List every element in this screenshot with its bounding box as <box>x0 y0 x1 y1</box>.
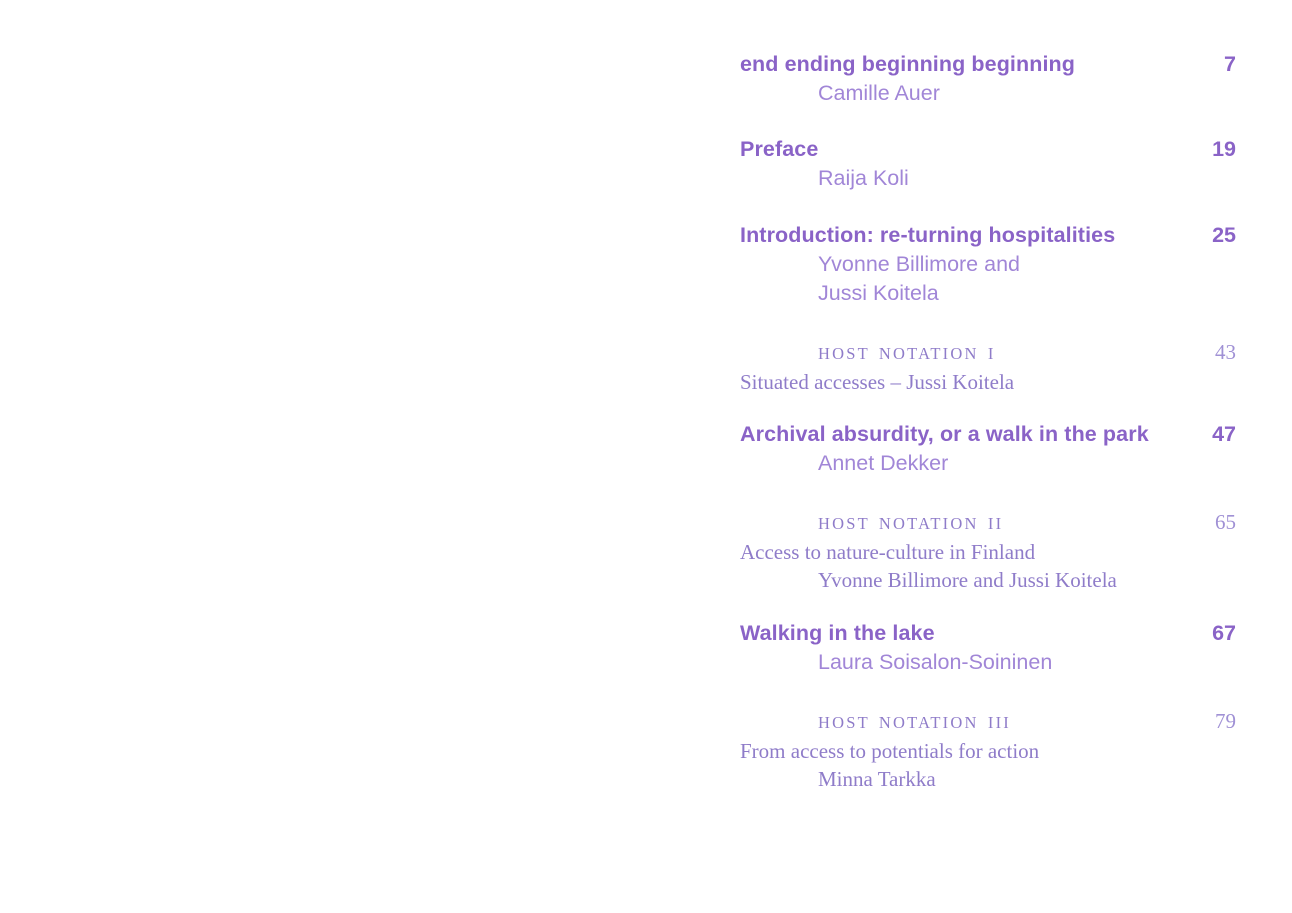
chapter-row <box>740 135 1236 164</box>
chapter-title: end ending beginning beginning <box>740 52 1076 76</box>
chapter-page-number: 19 <box>1212 137 1236 161</box>
host-notation-page-number: 65 <box>1215 510 1236 534</box>
toc-entry-chapter <box>740 221 1236 308</box>
host-notation-author-line: Minna Tarkka <box>818 767 936 791</box>
author-line: Yvonne Billimore and <box>818 252 1020 276</box>
chapter-title: Preface <box>740 137 819 161</box>
host-notation-line: Situated accesses – Jussi Koitela <box>740 370 1015 394</box>
host-notation-row <box>740 508 1236 538</box>
chapter-title: Introduction: re-turning hospitalities <box>740 223 1116 247</box>
toc-entry-host-notation <box>740 508 1236 594</box>
host-notation-label: HOST NOTATION II <box>818 514 1004 533</box>
toc-entry-host-notation <box>740 707 1236 793</box>
host-notation-row <box>740 338 1236 368</box>
toc-entry-chapter <box>740 420 1236 478</box>
host-notation-author-line: Yvonne Billimore and Jussi Koitela <box>818 568 1117 592</box>
chapter-page-number: 7 <box>1224 52 1236 76</box>
host-notation-page-number: 79 <box>1215 709 1236 733</box>
author-line: Raija Koli <box>818 166 909 190</box>
chapter-row <box>740 221 1236 250</box>
host-notation-line: From access to potentials for action <box>740 739 1040 763</box>
host-notation-label: HOST NOTATION III <box>818 713 1012 732</box>
host-notation-label: HOST NOTATION I <box>818 344 996 363</box>
chapter-row <box>740 420 1236 449</box>
chapter-row <box>740 619 1236 648</box>
chapter-page-number: 25 <box>1212 223 1236 247</box>
author-line: Camille Auer <box>818 81 940 105</box>
toc-entry-chapter <box>740 50 1236 108</box>
chapter-page-number: 67 <box>1212 621 1236 645</box>
host-notation-page-number: 43 <box>1215 340 1236 364</box>
toc-entry-chapter <box>740 135 1236 193</box>
toc-entry-chapter <box>740 619 1236 677</box>
author-line: Laura Soisalon-Soininen <box>818 650 1053 674</box>
toc-entry-host-notation <box>740 338 1236 396</box>
author-line: Jussi Koitela <box>818 281 939 305</box>
chapter-row <box>740 50 1236 79</box>
host-notation-line: Access to nature-culture in Finland <box>740 540 1036 564</box>
chapter-page-number: 47 <box>1212 422 1236 446</box>
author-line: Annet Dekker <box>818 451 949 475</box>
host-notation-row <box>740 707 1236 737</box>
chapter-title: Walking in the lake <box>740 621 935 645</box>
chapter-title: Archival absurdity, or a walk in the park <box>740 422 1149 446</box>
